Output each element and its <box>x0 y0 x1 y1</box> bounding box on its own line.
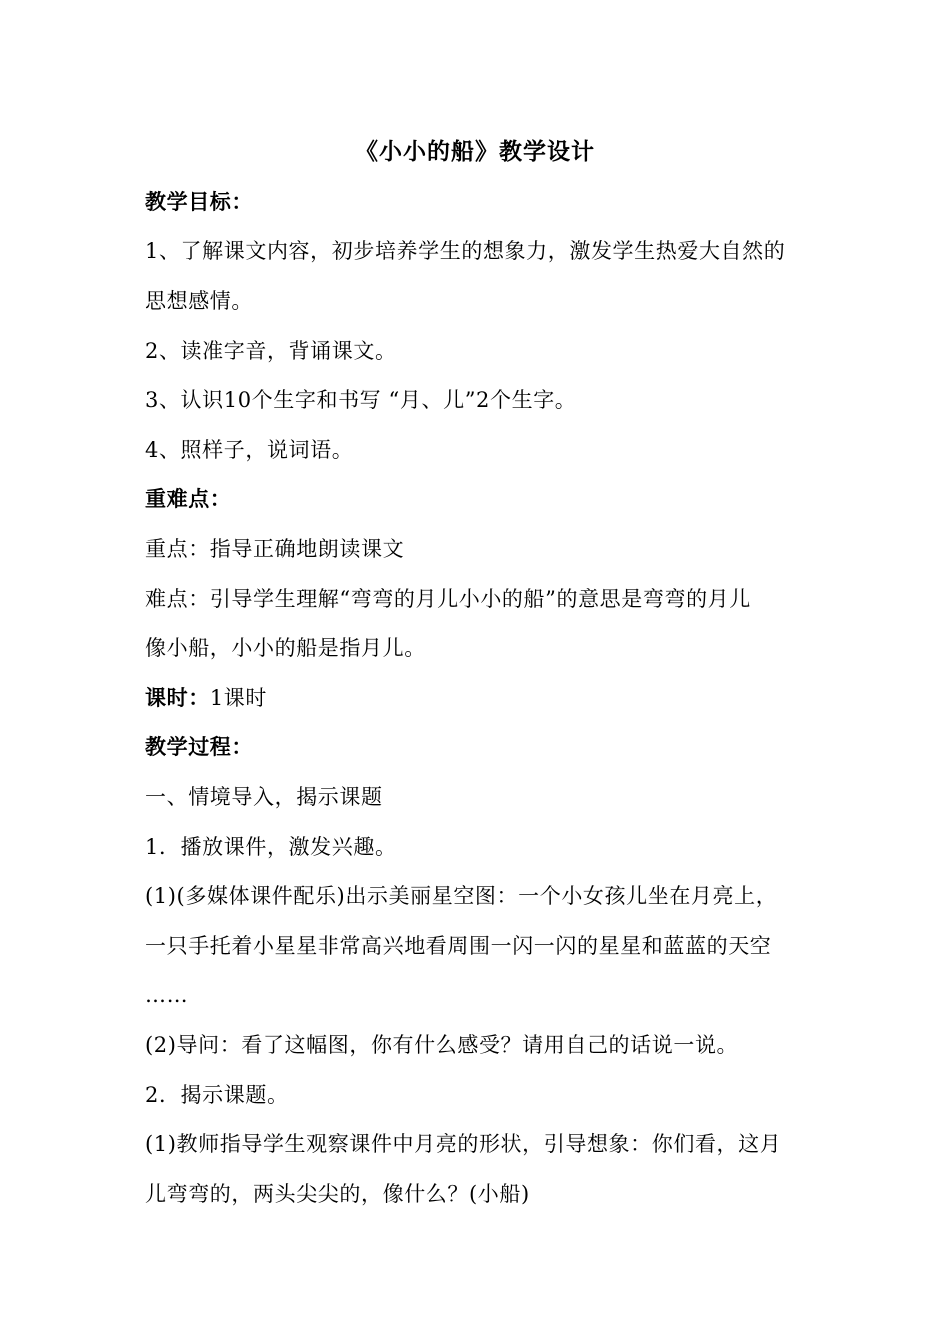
process-step-1-item-1: (1)(多媒体课件配乐)出示美丽星空图：一个小女孩儿坐在月亮上， <box>145 884 778 908</box>
period-label: 课时： <box>145 685 210 710</box>
process-heading: 教学过程： <box>145 734 253 759</box>
key-point-difficulty: 难点：引导学生理解“弯弯的月儿小小的船”的意思是弯弯的月儿 <box>145 587 751 611</box>
key-point-focus: 重点：指导正确地朗读课文 <box>145 537 405 561</box>
process-section-1: 一、情境导入，揭示课题 <box>145 785 383 809</box>
objective-item: 思想感情。 <box>145 289 253 313</box>
period-line <box>145 683 815 713</box>
process-step-2-item-1: (1)教师指导学生观察课件中月亮的形状，引导想象：你们看，这月 <box>145 1132 782 1156</box>
period-value: 1课时 <box>209 686 267 710</box>
key-point-difficulty-cont: 像小船，小小的船是指月儿。 <box>145 636 426 660</box>
objective-item: 4、照样子，说词语。 <box>145 438 354 462</box>
objectives-heading: 教学目标： <box>145 189 253 214</box>
process-step-2: 2．揭示课题。 <box>145 1083 289 1107</box>
process-step-1-item-2: (2)导问：看了这幅图，你有什么感受？请用自己的话说一说。 <box>145 1033 739 1057</box>
objective-item: 3、认识10个生字和书写 “月、儿”2个生字。 <box>145 388 577 412</box>
objective-item: 1、了解课文内容，初步培养学生的想象力，激发学生热爱大自然的 <box>145 239 786 263</box>
process-step-1-item-1-ellipsis: …… <box>145 983 189 1007</box>
document-title: 《小小的船》教学设计 <box>355 138 595 165</box>
process-step-2-item-1-cont: 儿弯弯的，两头尖尖的，像什么？(小船) <box>145 1182 530 1206</box>
process-step-1-item-1-cont: 一只手托着小星星非常高兴地看周围一闪一闪的星星和蓝蓝的天空 <box>145 934 772 958</box>
process-step-1: 1．播放课件，激发兴趣。 <box>145 835 397 859</box>
key-points-heading: 重难点： <box>145 486 232 511</box>
objective-item: 2、读准字音，背诵课文。 <box>145 339 397 363</box>
